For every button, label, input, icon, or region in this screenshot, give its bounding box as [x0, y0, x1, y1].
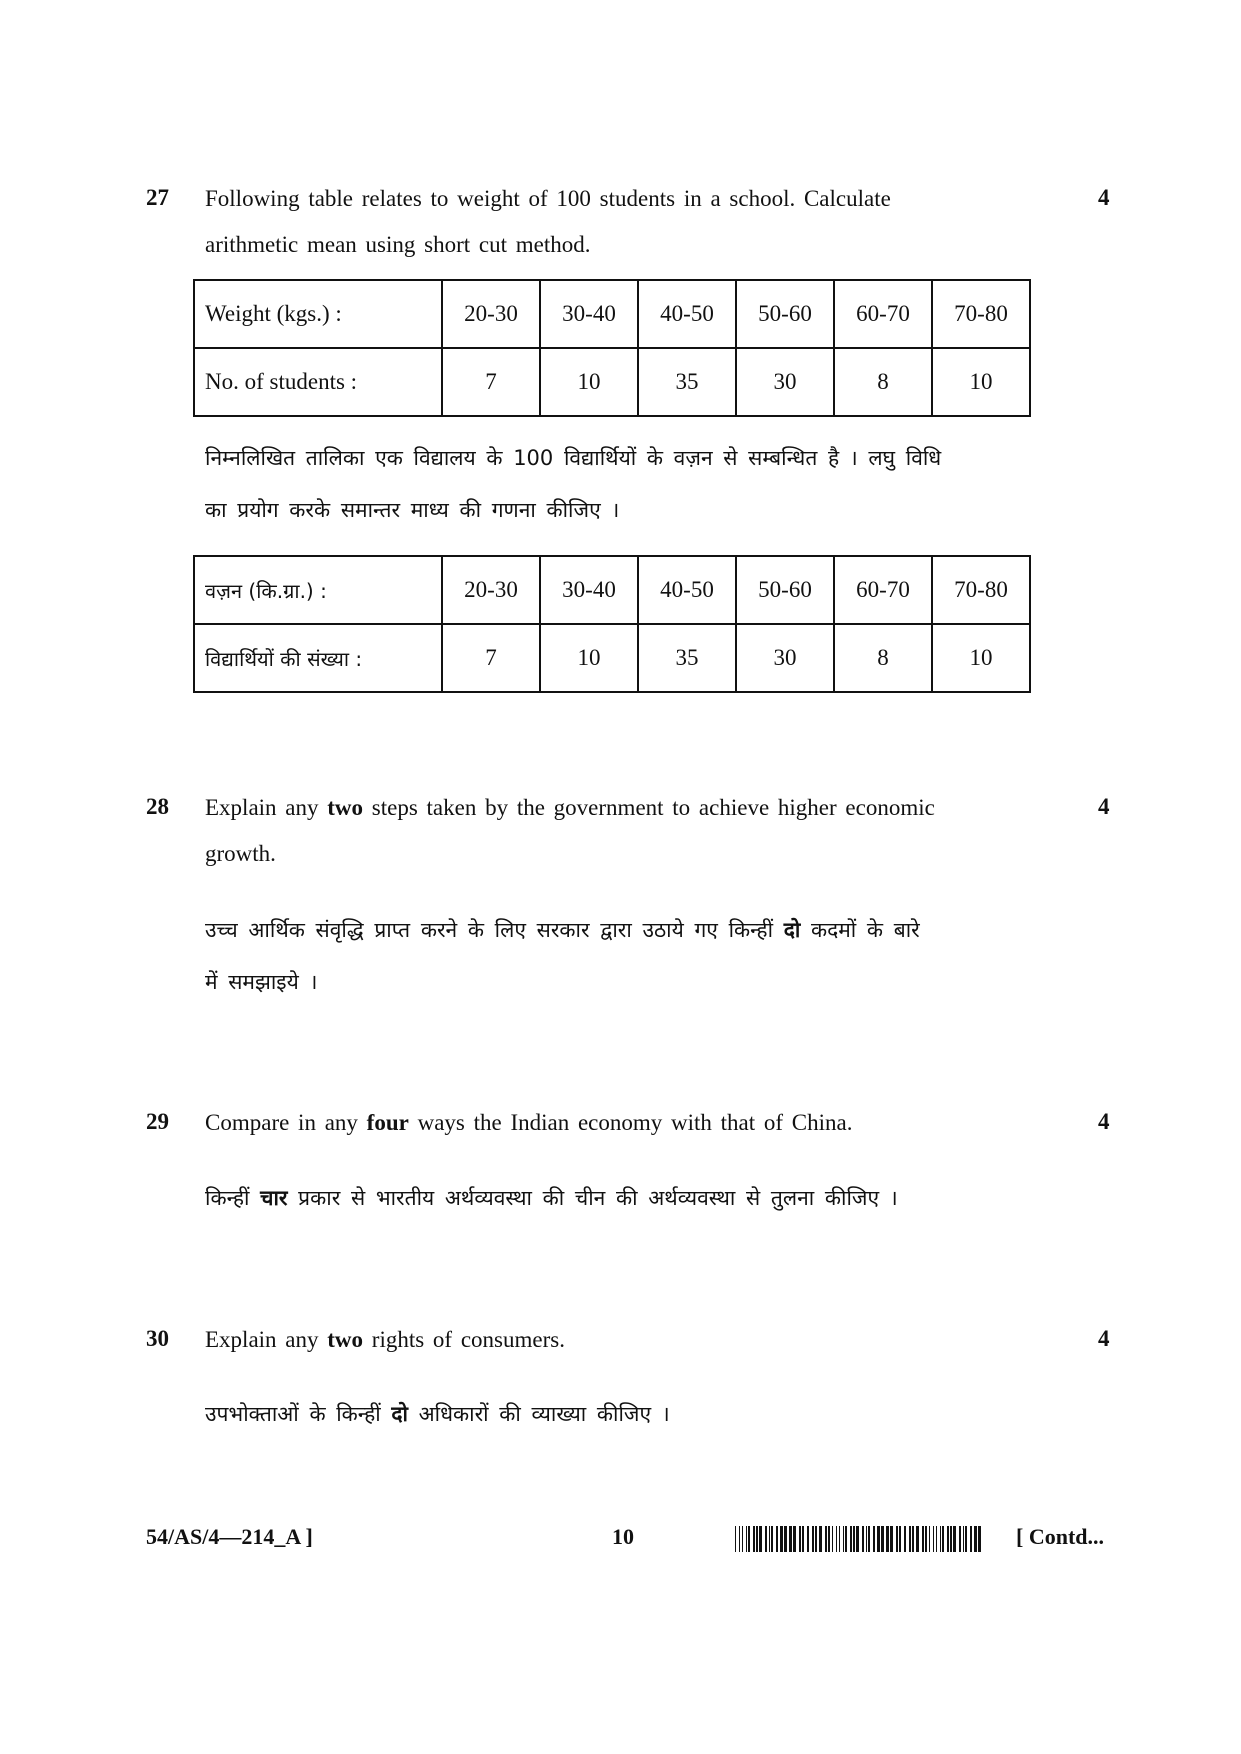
table-cell: 50-60 — [736, 556, 834, 624]
table-cell: 7 — [442, 348, 540, 416]
question-text-hindi — [205, 904, 1065, 1008]
question-number: 30 — [146, 1326, 169, 1351]
table-cell: 40-50 — [638, 280, 736, 348]
text-line: उपभोक्ताओं के किन्हीं दो अधिकारों की व्याख्या कीजिए । — [205, 1402, 670, 1426]
question-number: 29 — [146, 1109, 169, 1134]
table-cell: 50-60 — [736, 280, 834, 348]
text-line: निम्नलिखित तालिका एक विद्यालय के 100 विद्यार्थियों के वज़न से सम्बन्धित है । लघु विधि — [205, 446, 942, 470]
question-text-hindi — [205, 1388, 1065, 1440]
question-marks: 4 — [1098, 1326, 1110, 1351]
table-cell: 10 — [540, 348, 638, 416]
row-header: वज़न (कि.ग्रा.) : — [194, 556, 442, 624]
question-text-hindi — [205, 432, 1065, 536]
table-cell: 30 — [736, 348, 834, 416]
weight-table-hindi — [193, 555, 1031, 693]
table-row — [194, 280, 1030, 348]
question-text-english — [205, 1317, 1065, 1363]
question-number: 27 — [146, 185, 169, 210]
question-marks: 4 — [1098, 185, 1110, 210]
text-line: किन्हीं चार प्रकार से भारतीय अर्थव्यवस्था की चीन की अर्थव्यवस्था से तुलना कीजिए । — [205, 1186, 898, 1210]
paper-code: 54/AS/4—214_A ] — [146, 1524, 313, 1549]
question-text-english — [205, 1100, 1065, 1146]
table-row — [194, 348, 1030, 416]
table-cell: 30-40 — [540, 280, 638, 348]
page-footer — [0, 1524, 1241, 1564]
table-cell: 40-50 — [638, 556, 736, 624]
question-text-hindi — [205, 1172, 1065, 1224]
row-header: Weight (kgs.) : — [194, 280, 442, 348]
table-cell: 20-30 — [442, 280, 540, 348]
table-cell: 10 — [540, 624, 638, 692]
weight-table-english — [193, 279, 1031, 417]
table-row — [194, 556, 1030, 624]
text-line: Following table relates to weight of 100 students in a school. Calculate — [205, 186, 891, 211]
barcode — [735, 1526, 985, 1552]
table-cell: 30 — [736, 624, 834, 692]
table-cell: 35 — [638, 348, 736, 416]
text-line: arithmetic mean using short cut method. — [205, 232, 591, 257]
question-text-english — [205, 176, 1065, 268]
table-cell: 60-70 — [834, 280, 932, 348]
table-cell: 20-30 — [442, 556, 540, 624]
text-line: का प्रयोग करके समान्तर माध्य की गणना कीजिए । — [205, 498, 620, 522]
table-cell: 10 — [932, 624, 1030, 692]
text-line: उच्च आर्थिक संवृद्धि प्राप्त करने के लिए सरकार द्वारा उठाये गए किन्हीं दो कदमों के बारे — [205, 918, 920, 942]
question-text-english — [205, 785, 1065, 877]
text-line: में समझाइये । — [205, 970, 318, 994]
question-marks: 4 — [1098, 1109, 1110, 1134]
row-header: No. of students : — [194, 348, 442, 416]
table-cell: 70-80 — [932, 556, 1030, 624]
table-cell: 7 — [442, 624, 540, 692]
table-cell: 8 — [834, 624, 932, 692]
text-line: Explain any two rights of consumers. — [205, 1327, 565, 1352]
table-cell: 30-40 — [540, 556, 638, 624]
row-header: विद्यार्थियों की संख्या : — [194, 624, 442, 692]
question-number: 28 — [146, 794, 169, 819]
table-cell: 35 — [638, 624, 736, 692]
continued-label: [ Contd... — [1016, 1524, 1105, 1549]
table-cell: 70-80 — [932, 280, 1030, 348]
question-marks: 4 — [1098, 794, 1110, 819]
text-line: Compare in any four ways the Indian economy with that of China. — [205, 1110, 853, 1135]
table-row — [194, 624, 1030, 692]
page-number: 10 — [612, 1524, 634, 1549]
table-cell: 60-70 — [834, 556, 932, 624]
text-line: growth. — [205, 841, 276, 866]
text-line: Explain any two steps taken by the government to achieve higher economic — [205, 795, 935, 820]
table-cell: 8 — [834, 348, 932, 416]
table-cell: 10 — [932, 348, 1030, 416]
